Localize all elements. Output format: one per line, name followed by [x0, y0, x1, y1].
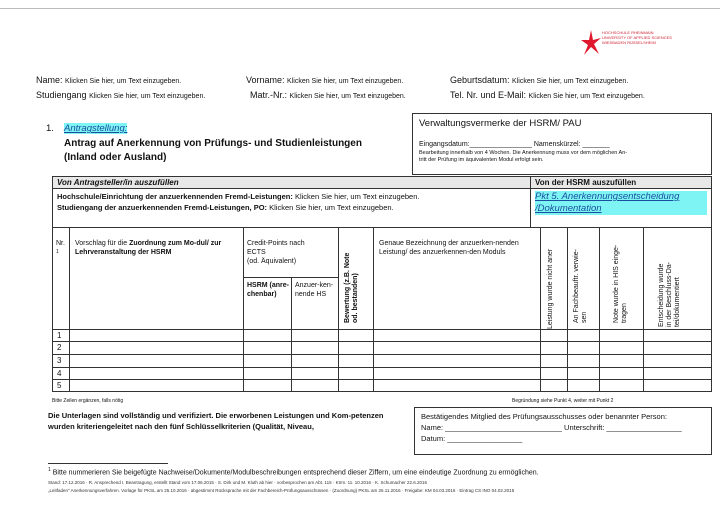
row-number-3: 3	[57, 356, 62, 365]
col-entscheidung-line3: tei/dokumentiert	[674, 277, 681, 327]
col-credit-line1: Credit-Points nach	[247, 240, 305, 247]
footer-line-1: Stand: 17.12.2016 · R. Ansprechend I. Beantragung, erstellt Stand vom 17.06.2015 · S. Dirk und M. Kluth ab hier · vorbesprochen am Abt. 115 · Ktrm. 11. 10.2016 · K. Schumacher 22.6.2016	[48, 480, 428, 485]
col-note-his-header	[613, 245, 629, 323]
band-left-label: Von Antragsteller/in auszufüllen	[57, 178, 179, 187]
col-credit-line3: (od. Äquivalent)	[247, 258, 297, 265]
vorname-label: Vorname:	[246, 75, 285, 85]
band-right-label: Von der HSRM auszufüllen	[535, 178, 637, 187]
institution-label: Hochschule/Einrichtung der anzuerkennenden Fremd-Leistungen:	[57, 192, 293, 201]
col-entscheidung-line2: in der Beschluss-Da-	[666, 262, 673, 327]
row-number-1: 1	[57, 331, 62, 340]
band-divider	[530, 177, 531, 227]
studiengang-po-label: Studiengang der anzuerkennenden Fremd-Leistungen, PO:	[57, 203, 268, 212]
col-fachbeauftr-line2: sen	[581, 311, 588, 323]
col-hsrm-header: HSRM (anre-chenbar)	[247, 282, 290, 298]
tel-label: Tel. Nr. und E-Mail:	[450, 90, 527, 100]
col-note-his-line1: Note wurde in HIS einge-	[613, 244, 620, 323]
col-fachbeauftr-header	[573, 249, 589, 323]
admin-title: Verwaltungsvermerke der HSRM/ PAU	[419, 118, 582, 129]
col-vorschlag-bold: Zuordnung zum Mo-dul/ zur Lehrveranstaltung der HSRM	[75, 240, 222, 256]
col-line	[291, 277, 292, 391]
geburtsdatum-field[interactable]	[450, 75, 628, 85]
studiengang-value[interactable]: Klicken Sie hier, um Text einzugeben.	[89, 93, 206, 100]
row-line	[53, 354, 711, 355]
col-vorschlag-text: Vorschlag für die	[75, 240, 130, 247]
col-note-his-line2: tragen	[621, 303, 628, 323]
section-number: 1.	[46, 123, 54, 134]
institution-field[interactable]	[57, 192, 420, 201]
geburtsdatum-value[interactable]: Klicken Sie hier, um Text einzugeben.	[512, 78, 629, 85]
col-bewertung-line2: od. bestanden)	[352, 273, 359, 323]
admin-notes-box	[412, 113, 712, 175]
section-title	[64, 137, 362, 165]
matr-field[interactable]	[250, 90, 406, 100]
footnote-rule	[48, 463, 168, 464]
matr-value[interactable]: Klicken Sie hier, um Text einzugeben.	[289, 93, 406, 100]
name-value[interactable]: Klicken Sie hier, um Text einzugeben.	[65, 78, 182, 85]
vorname-value[interactable]: Klicken Sie hier, um Text einzugeben.	[287, 78, 404, 85]
recognition-table	[52, 176, 712, 392]
row-line	[53, 379, 711, 380]
footnote-marker: 1	[48, 467, 51, 473]
top-rule	[0, 8, 720, 9]
logo-lettering: HOCHSCHULE RHEINMAIN UNIVERSITY OF APPLIED SCIENCES WIESBADEN RÜSSELSHEIM	[602, 30, 672, 45]
confirmation-box	[414, 407, 712, 455]
col-leistung-header: Leistung wurde nicht aner	[547, 248, 554, 329]
matr-label: Matr.-Nr.:	[250, 90, 288, 100]
admin-eingang-line: Eingangsdatum:________________ Namenskürzel: _______	[419, 141, 610, 148]
studiengang-field[interactable]	[36, 90, 205, 100]
footnote-text: Bitte nummerieren Sie beigefügte Nachweise/Dokumente/Modulbeschreibungen entsprechend dieser Ziffern, um eine eindeutige Zuordnung zu ermöglichen.	[52, 469, 539, 477]
credit-subheader-line	[243, 277, 338, 278]
row-line	[53, 329, 711, 330]
verification-statement: Die Unterlagen sind vollständig und verifiziert. Die erworbenen Leistungen und Kom-petenzen wurden kriteriengeleitet nach den fünf Schlüsselkriterien (Qualität, Niveau,	[48, 411, 384, 431]
row-line	[53, 341, 711, 342]
footer-line-2: „Leitfaden" Anerkennungsverfahren. Vorlage für PKSL am 25.10.2016 · abgestimmt Rücksprache mit der Fachbereich-Prüfungsausschüssen · (Zuordnung) PKSL am 25.11.2016 · Freigabe: KM 04.03.2016 · Eintrag CS INO 04.02.2015	[48, 488, 515, 493]
admin-note-line2: tritt der Prüfung im äquivalenten Modul erfolgt sein.	[419, 157, 544, 163]
col-genaue-header: Genaue Bezeichnung der anzuerken-nenden Leistung/ des anzuerkennen-den Moduls	[379, 240, 519, 256]
row-number-4: 4	[57, 369, 62, 378]
geburtsdatum-label: Geburtsdatum:	[450, 75, 510, 85]
col-bewertung-line1: Bewertung (z.B. Note	[344, 252, 351, 323]
col-bewertung-header	[344, 253, 360, 323]
institution-value[interactable]: Klicken Sie hier, um Text einzugeben.	[294, 192, 420, 201]
col-anzuer-header: Anzuer-ken-nende HS	[295, 282, 334, 298]
section-title-line1: Antrag auf Anerkennung von Prüfungs- und Studienleistungen	[64, 138, 362, 149]
hsrm-logo	[580, 28, 710, 68]
header-row-top-line	[53, 227, 711, 228]
name-label: Name:	[36, 75, 63, 85]
col-nr-footnote: 1	[56, 249, 59, 255]
row-line	[53, 367, 711, 368]
col-nr-header	[56, 239, 65, 259]
antragstellung-link[interactable]: Antragstellung:	[64, 123, 128, 134]
col-nr-label: Nr.	[56, 240, 65, 247]
tel-field[interactable]	[450, 90, 645, 100]
add-rows-note: Bitte Zeilen ergänzen, falls nötig	[52, 398, 124, 404]
admin-note-line1: Bearbeitung innerhalb von 4 Wochen. Die Anerkennung muss vor dem möglichen An-	[419, 150, 628, 156]
studiengang-label: Studiengang	[36, 90, 87, 100]
confirm-date[interactable]: Datum: __________________	[421, 434, 523, 443]
begruendung-note: Begründung siehe Punkt 4, weiter mit Punkt 2	[512, 398, 614, 404]
footnote	[48, 467, 539, 476]
vorname-field[interactable]	[246, 75, 403, 85]
tel-value[interactable]: Klicken Sie hier, um Text einzugeben.	[528, 93, 645, 100]
confirm-title: Bestätigendes Mitglied des Prüfungsausschusses oder benannter Person:	[421, 412, 667, 421]
pkt5-link-line2[interactable]: /Dokumentation	[535, 203, 602, 214]
confirm-name-signature[interactable]: Name: ____________________________ Unterschrift: __________________	[421, 423, 682, 432]
col-entscheidung-line1: Entscheidung wurde	[658, 263, 665, 327]
row-number-5: 5	[57, 381, 62, 390]
col-fachbeauftr-line1: An Fachbeauftr. verwie-	[573, 249, 580, 323]
studiengang-po-field[interactable]	[57, 203, 394, 212]
section-title-line2: (Inland oder Ausland)	[64, 152, 167, 163]
col-entscheidung-header	[658, 262, 682, 327]
pkt5-link[interactable]	[535, 191, 707, 215]
pkt5-link-line1[interactable]: Pkt 5. Anerkennungsentscheidung	[535, 191, 680, 202]
admin-note	[419, 150, 705, 164]
col-credit-header	[247, 239, 337, 266]
table-band	[53, 177, 711, 189]
studiengang-po-value[interactable]: Klicken Sie hier, um Text einzugeben.	[269, 203, 394, 212]
logo-star-icon	[580, 28, 602, 58]
col-credit-line2: ECTS	[247, 249, 266, 256]
row-number-2: 2	[57, 343, 62, 352]
name-field[interactable]	[36, 75, 181, 85]
col-vorschlag-header	[75, 239, 240, 257]
